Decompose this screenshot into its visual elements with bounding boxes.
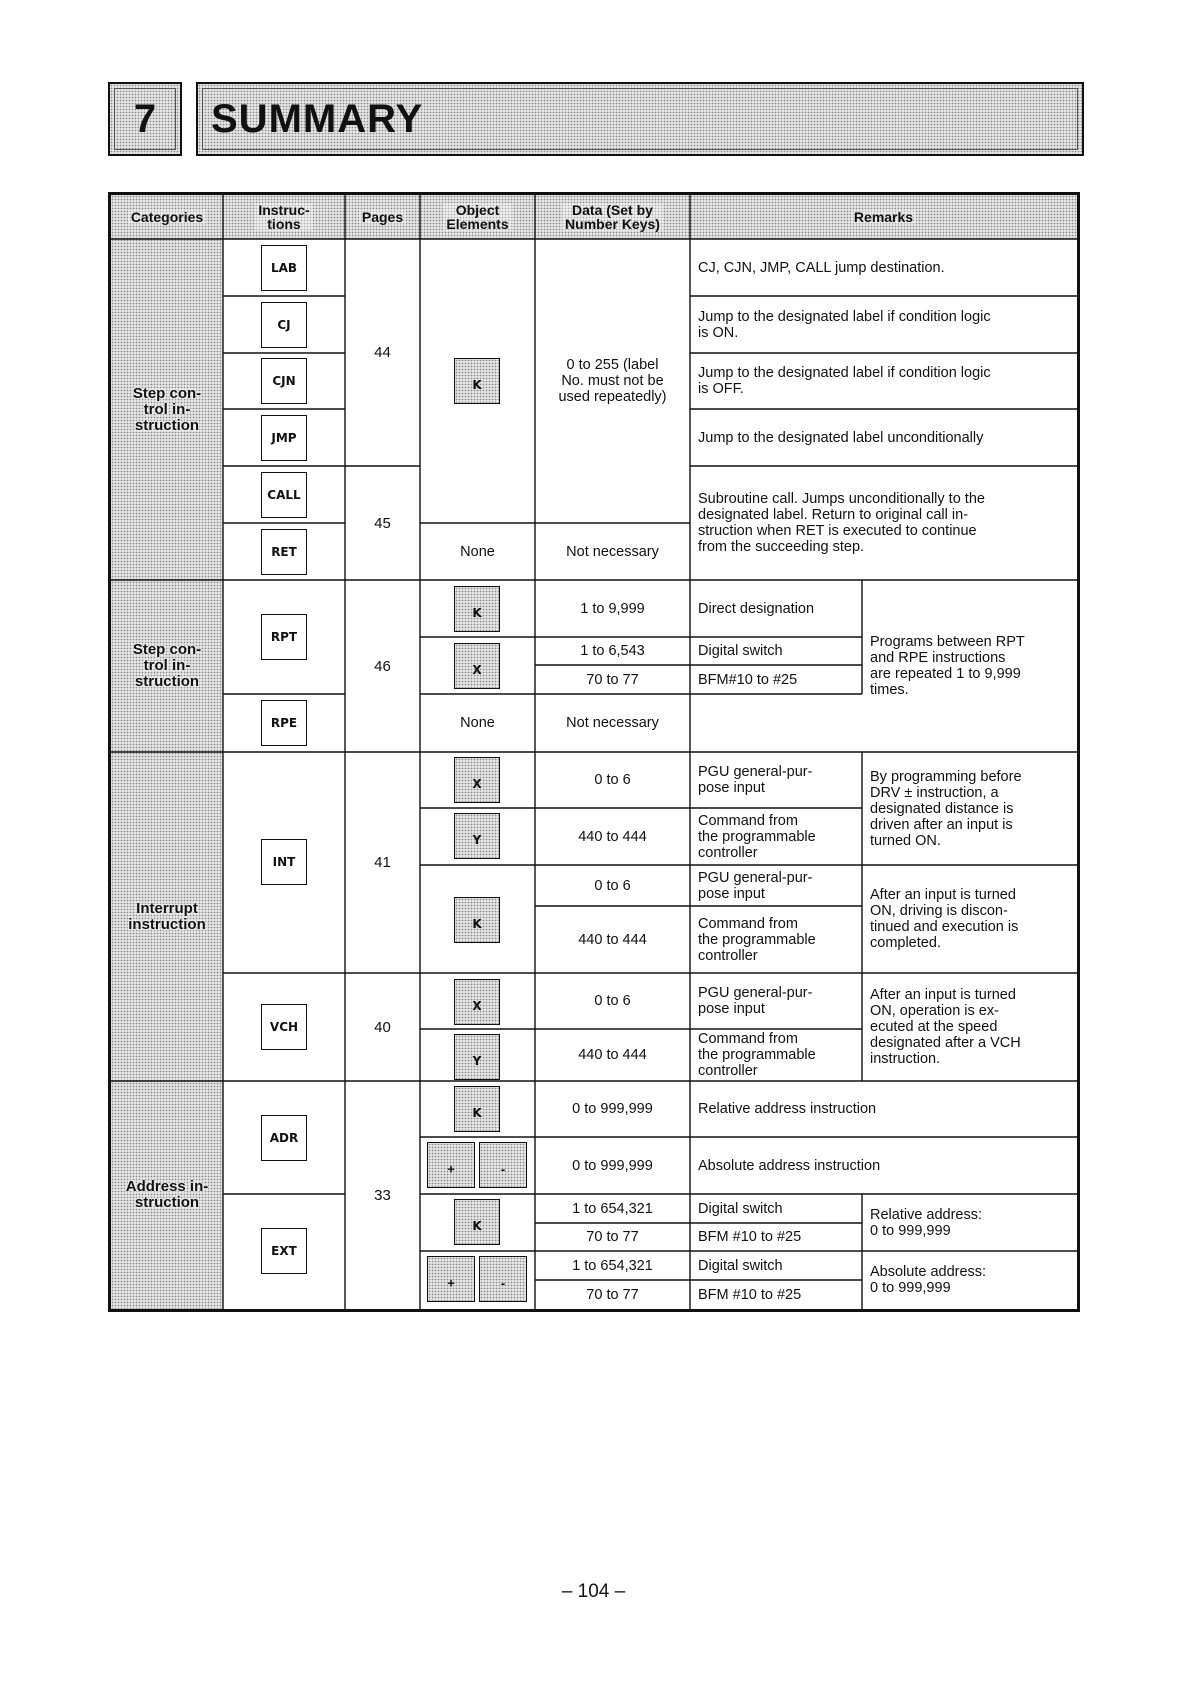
object-key-k: K [454, 358, 500, 404]
remark-command: Command from the programmable controller [698, 812, 816, 861]
remark-absolute: Absolute address instruction [698, 1157, 881, 1174]
remark-int-note-2: After an input is turned ON, driving is discon- tinued and execution is completed. [870, 887, 1019, 951]
instruction-key-jmp: JMP [261, 415, 307, 461]
page-ref-44: 44 [374, 344, 391, 361]
category-address: Address in- struction [125, 1178, 209, 1211]
object-key-k: K [454, 1199, 500, 1245]
data-range: 0 to 6 [594, 877, 631, 894]
remark-vch-note: After an input is turned ON, operation is ex- ecuted at the speed designated after a VCH instruction. [870, 987, 1021, 1067]
plus-key: + [427, 1142, 475, 1188]
page-ref-33: 33 [374, 1186, 391, 1204]
remark-jmp: Jump to the designated label unconditionally [698, 429, 984, 446]
remark-lab: CJ, CJN, JMP, CALL jump destination. [698, 259, 945, 276]
remark-direct: Direct designation [698, 600, 815, 617]
remark-int-note-1: By programming before DRV ± instruction, a designated distance is driven after an input is turned ON. [870, 768, 1022, 849]
instruction-key-rpe: RPE [261, 700, 307, 746]
instruction-key-vch: VCH [261, 1004, 307, 1050]
chapter-number-box [108, 82, 182, 156]
title-box [196, 82, 1084, 156]
object-none: None [460, 715, 495, 731]
remark-command: Command from the programmable controller [698, 915, 816, 964]
data-range: 1 to 6,543 [580, 643, 645, 659]
data-range: 70 to 77 [586, 1286, 639, 1303]
remark-relative-address: Relative address: 0 to 999,999 [870, 1206, 983, 1239]
data-range: 440 to 444 [578, 1047, 647, 1063]
data-range: 0 to 6 [594, 772, 631, 788]
data-range: 70 to 77 [586, 671, 639, 688]
instruction-key-call: CALL [261, 472, 307, 518]
data-range: 440 to 444 [578, 828, 647, 845]
plus-key: + [427, 1256, 475, 1302]
category-step-control-2: Step con- trol in- struction [132, 641, 202, 690]
remark-pgu: PGU general-pur- pose input [698, 985, 813, 1017]
object-key-k: K [454, 897, 500, 943]
data-range: 0 to 999,999 [572, 1157, 653, 1174]
data-label-range: 0 to 255 (label No. must not be used repeatedly) [558, 357, 667, 405]
object-key-plus-minus [427, 1142, 527, 1188]
data-range: 440 to 444 [578, 931, 647, 948]
header-remarks: Remarks [690, 195, 1077, 239]
data-not-necessary: Not necessary [566, 543, 659, 560]
header-categories: Categories [111, 195, 223, 239]
object-key-x: X [454, 757, 500, 803]
header-instructions: Instruc- tions [223, 195, 345, 239]
chapter-number: 7 [114, 88, 176, 150]
object-key-x: X [454, 643, 500, 689]
page-ref-40: 40 [374, 1018, 391, 1036]
object-key-k: K [454, 1086, 500, 1132]
object-key-k: K [454, 586, 500, 632]
remark-digital-switch: Digital switch [698, 1200, 783, 1217]
remark-command: Command from the programmable controller [698, 1031, 816, 1079]
remark-pgu: PGU general-pur- pose input [698, 764, 813, 796]
data-not-necessary: Not necessary [566, 715, 659, 731]
page-title: SUMMARY [202, 88, 1078, 150]
instruction-key-cj: CJ [261, 302, 307, 348]
category-step-control-1: Step con- trol in- struction [132, 384, 202, 434]
instruction-key-ext: EXT [261, 1228, 307, 1274]
remark-digital-switch: Digital switch [698, 643, 783, 659]
instruction-key-rpt: RPT [261, 614, 307, 660]
minus-key: - [479, 1142, 527, 1188]
object-none: None [460, 543, 495, 560]
data-range: 1 to 654,321 [572, 1257, 653, 1274]
remark-cj: Jump to the designated label if condition logic is ON. [698, 308, 991, 341]
remark-absolute-address: Absolute address: 0 to 999,999 [870, 1264, 987, 1296]
instruction-key-cjn: CJN [261, 358, 307, 404]
remark-digital-switch: Digital switch [698, 1257, 783, 1274]
page-number: – 104 – [561, 1581, 626, 1602]
page-ref-46: 46 [374, 657, 391, 675]
remark-cjn: Jump to the designated label if condition logic is OFF. [698, 365, 991, 397]
remark-bfm: BFM #10 to #25 [698, 1286, 802, 1303]
remark-pgu: PGU general-pur- pose input [698, 869, 813, 902]
minus-key: - [479, 1256, 527, 1302]
data-range: 0 to 999,999 [572, 1101, 653, 1117]
remark-call-ret: Subroutine call. Jumps unconditionally to the designated label. Return to original call in- struction when RET is executed to continue from the succeeding step. [698, 491, 985, 555]
remark-relative: Relative address instruction [698, 1101, 877, 1117]
data-range: 0 to 6 [594, 993, 631, 1009]
page-ref-41: 41 [374, 854, 391, 871]
instruction-key-int: INT [261, 839, 307, 885]
remark-bfm: BFM#10 to #25 [698, 671, 798, 688]
page-ref-45: 45 [374, 514, 391, 532]
header-pages: Pages [345, 195, 420, 239]
category-interrupt: Interrupt instruction [128, 899, 206, 933]
object-key-plus-minus [427, 1256, 527, 1302]
instruction-key-adr: ADR [261, 1115, 307, 1161]
data-range: 1 to 9,999 [580, 600, 645, 617]
instruction-key-ret: RET [261, 529, 307, 575]
object-key-y: Y [454, 813, 500, 859]
remark-bfm: BFM #10 to #25 [698, 1229, 802, 1245]
summary-table [108, 192, 1080, 1312]
data-range: 70 to 77 [586, 1229, 639, 1245]
instruction-key-lab: LAB [261, 245, 307, 291]
header-object-elements: Object Elements [420, 195, 535, 239]
object-key-y: Y [454, 1034, 500, 1080]
object-key-x: X [454, 979, 500, 1025]
header-data: Data (Set by Number Keys) [535, 195, 690, 239]
remark-rpt-note: Programs between RPT and RPE instructions are repeated 1 to 9,999 times. [870, 634, 1025, 698]
data-range: 1 to 654,321 [572, 1200, 653, 1217]
